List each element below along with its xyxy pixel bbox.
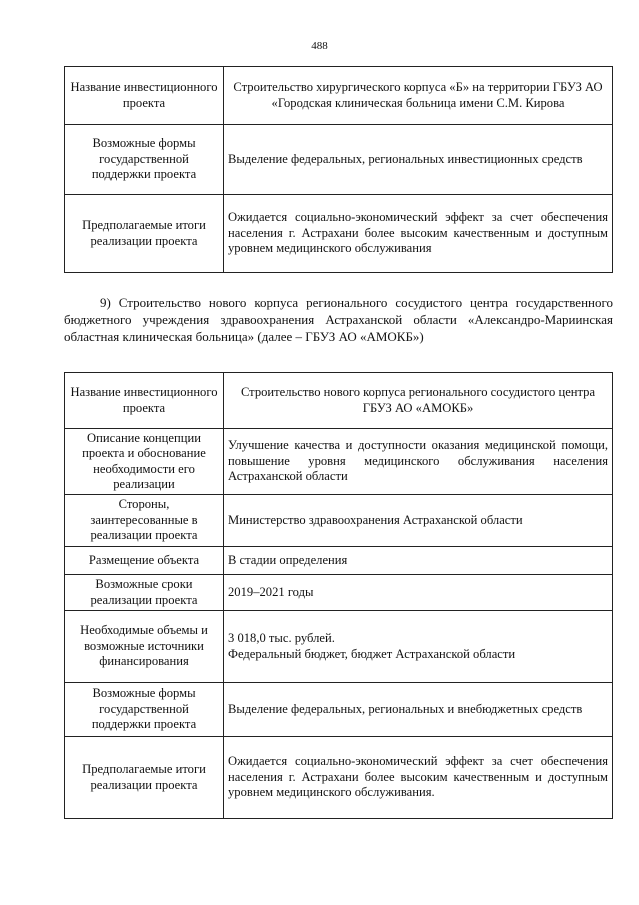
investment-project-table-2 [64, 372, 613, 819]
row-value: Выделение федеральных, региональных и внебюджетных средств [224, 683, 613, 737]
table-row [65, 67, 613, 125]
table-row [65, 683, 613, 737]
investment-project-table-1 [64, 66, 613, 273]
row-label: Размещение объекта [65, 547, 224, 575]
financing-sources: Федеральный бюджет, бюджет Астраханской области [228, 646, 516, 661]
table-row [65, 575, 613, 611]
row-label: Описание концепции проекта и обоснование необходимости его реализации [65, 429, 224, 495]
row-value: Министерство здравоохранения Астраханской области [224, 495, 613, 547]
row-label: Необходимые объемы и возможные источники финансирования [65, 611, 224, 683]
table-row [65, 495, 613, 547]
table-row [65, 611, 613, 683]
row-value: Ожидается социально-экономический эффект за счет обеспечения населения г. Астрахани более высоким качественным и доступным уровнем медицинского обслуживания [224, 195, 613, 273]
row-value: Улучшение качества и доступности оказания медицинской помощи, повышение уровня медицинского обслуживания населения Астраханской области [224, 429, 613, 495]
table-row [65, 125, 613, 195]
row-value: Ожидается социально-экономический эффект за счет обеспечения населения г. Астрахани более высоким качественным и доступным уровнем медицинского обслуживания. [224, 737, 613, 819]
row-value: 2019–2021 годы [224, 575, 613, 611]
row-label: Название инвестиционного проекта [65, 373, 224, 429]
row-label: Возможные сроки реализации проекта [65, 575, 224, 611]
row-value: Выделение федеральных, региональных инвестиционных средств [224, 125, 613, 195]
page-number: 488 [311, 40, 328, 52]
row-label: Предполагаемые итоги реализации проекта [65, 195, 224, 273]
row-label: Стороны, заинтересованные в реализации проекта [65, 495, 224, 547]
section-paragraph: 9) Строительство нового корпуса регионального сосудистого центра государственного бюджетного учреждения здравоохранения Астраханской области «Александро-Мариинская областная клиническая больница» (далее – ГБУЗ АО «АМОКБ») [64, 295, 613, 344]
row-value: В стадии определения [224, 547, 613, 575]
row-label: Название инвестиционного проекта [65, 67, 224, 125]
row-label: Предполагаемые итоги реализации проекта [65, 737, 224, 819]
table-row [65, 737, 613, 819]
row-value: Строительство хирургического корпуса «Б» на территории ГБУЗ АО «Городская клиническая больница имени С.М. Кирова [224, 67, 613, 125]
row-label: Возможные формы государственной поддержки проекта [65, 125, 224, 195]
table-row [65, 373, 613, 429]
financing-amount: 3 018,0 тыс. рублей. [228, 631, 335, 645]
row-value-cell [224, 611, 613, 683]
row-label: Возможные формы государственной поддержки проекта [65, 683, 224, 737]
table-row [65, 429, 613, 495]
table-row [65, 547, 613, 575]
row-value: Строительство нового корпуса регионального сосудистого центра ГБУЗ АО «АМОКБ» [224, 373, 613, 429]
table-row [65, 195, 613, 273]
